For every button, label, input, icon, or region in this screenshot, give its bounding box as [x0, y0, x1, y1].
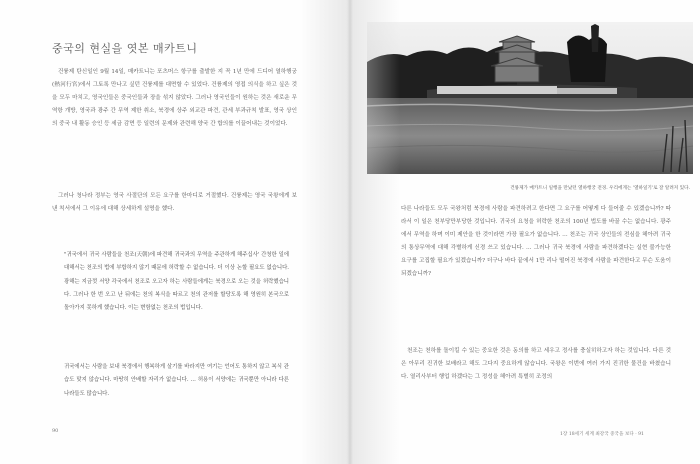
body-paragraph	[52, 190, 297, 216]
body-paragraph	[52, 66, 297, 131]
left-page	[0, 0, 348, 464]
block-quote: 귀국에서는 사람을 보내 북경에서 행복하게 살기를 바라지만 여기는 언어도 통하지 않고 복식 관습도 맞지 않습니다. 마땅히 안배할 자리가 없습니다. … 허용이 서양에는 귀국뿐만 아니라 다른 나라들도 많습니다.	[64, 364, 289, 397]
body-paragraph: 다른 나라들도 모두 국왕처럼 북경에 사람을 파견하려고 한다면 그 요구를 어떻게 다 들어줄 수 있겠습니까? 따라서 이 일은 천부당만부당한 것입니다. 귀국의 요청을 허락한 천조의 100년 법도를 바꿀 수는 없습니다. 광주에서 무역을 하며 이미 제안을 한 것이라면 가장 필요가 없습니다. … 천조는 귀국 상인들의 전심을 헤아려 귀국의 통상무역에 대해 각별하게 신경 쓰고 있습니다. … 그러나 귀국 북경에 사람을 파견하겠다는 실현 불가능한 요구를 고집할 필요가 있겠습니까? 더구나 바다 끝에서 1만 리나 떨어진 북경에 사람을 파견한다고 무슨 도움이 되겠습니까?	[401, 206, 671, 277]
block-quote: "귀국에서 귀국 사람들을 천조(天朝)에 파견해 귀국과의 무역을 주관하게 해주십사' 간청한 일에 대해서는 천조의 법에 부합하지 않기 때문에 허락할 수 없습니다. 더 이상 논할 필요도 없습니다. 광해는 지금껏 서양 각국에서 천조로 오고자 하는 사람들에게는 북경으로 오는 것을 허락했습니다. 그러나 한 번 오고 난 뒤에는 천의 복식을 따르고 천의 관저를 할당도록 해 영원히 본국으로 돌아가지 못하게 했습니다. 이는 변함없는 천조의 법입니다.	[64, 252, 289, 312]
page-number: 90	[52, 428, 59, 434]
paragraph-text: 천조는 천하를 돌이킬 수 있는 중요한 것은 동의를 하고 세우고 정사를 충실히하고자 하는 것입니다. 다른 것은 아무리 진귀한 보배라고 해도 그다지 중요하게 않습니다. 국왕은 이번에 여러 가지 진귀한 물건을 바쳤습니다. 열리사부터 행업 하겠다는 그 정성을 헤아려 특별히 조정의	[401, 348, 671, 380]
paragraph-text: 그러나 청나라 정부는 영국 사절단의 모든 요구를 한마디로 거절했다. 건륭제는 영국 국왕에게 보낸 칙서에서 그 이유에 대해 상세하게 설명을 했다.	[52, 193, 297, 212]
section-title: 중국의 현실을 엿본 매카트니	[52, 42, 198, 55]
paragraph-text: 건륭제 탄신일인 9월 14일, 매카트니는 포츠머스 항구를 출발한 지 꼭 1년 만에 드디어 열하행궁(熱河行宮)에서 그토록 만나고 싶던 건륭제를 대면할 수 있었다. 건륭제의 영접 의식을 하고 싶은 것을 모두 마치고, 영국인들은 중국인들과 장을 섞지 않았다. 그러나 영국인들이 원하는 것은 새로운 무역항 개방, 영국과 광주 간 무역 제한 취소, 북경에 상주 외교관 파견, 관세 부과규칙 발표, 영국 상인의 중국 내 활동 승인 등 세금 감면 등 일련의 문제와 관련해 양국 간 합의를 이끌어내는 것이었다.	[52, 69, 297, 127]
palace-lake-photo	[367, 22, 693, 174]
photo-illustration	[367, 22, 693, 174]
running-footer: 1장 18세기 세계 최강국 중국을 보다 · 91	[560, 432, 644, 437]
body-paragraph	[401, 345, 671, 384]
photo-caption: 건륭제가 매카트니 일행을 만났던 열하행궁 전경. 우리에게는 '열하일기'로 잘 알려져 있다.	[510, 186, 690, 191]
